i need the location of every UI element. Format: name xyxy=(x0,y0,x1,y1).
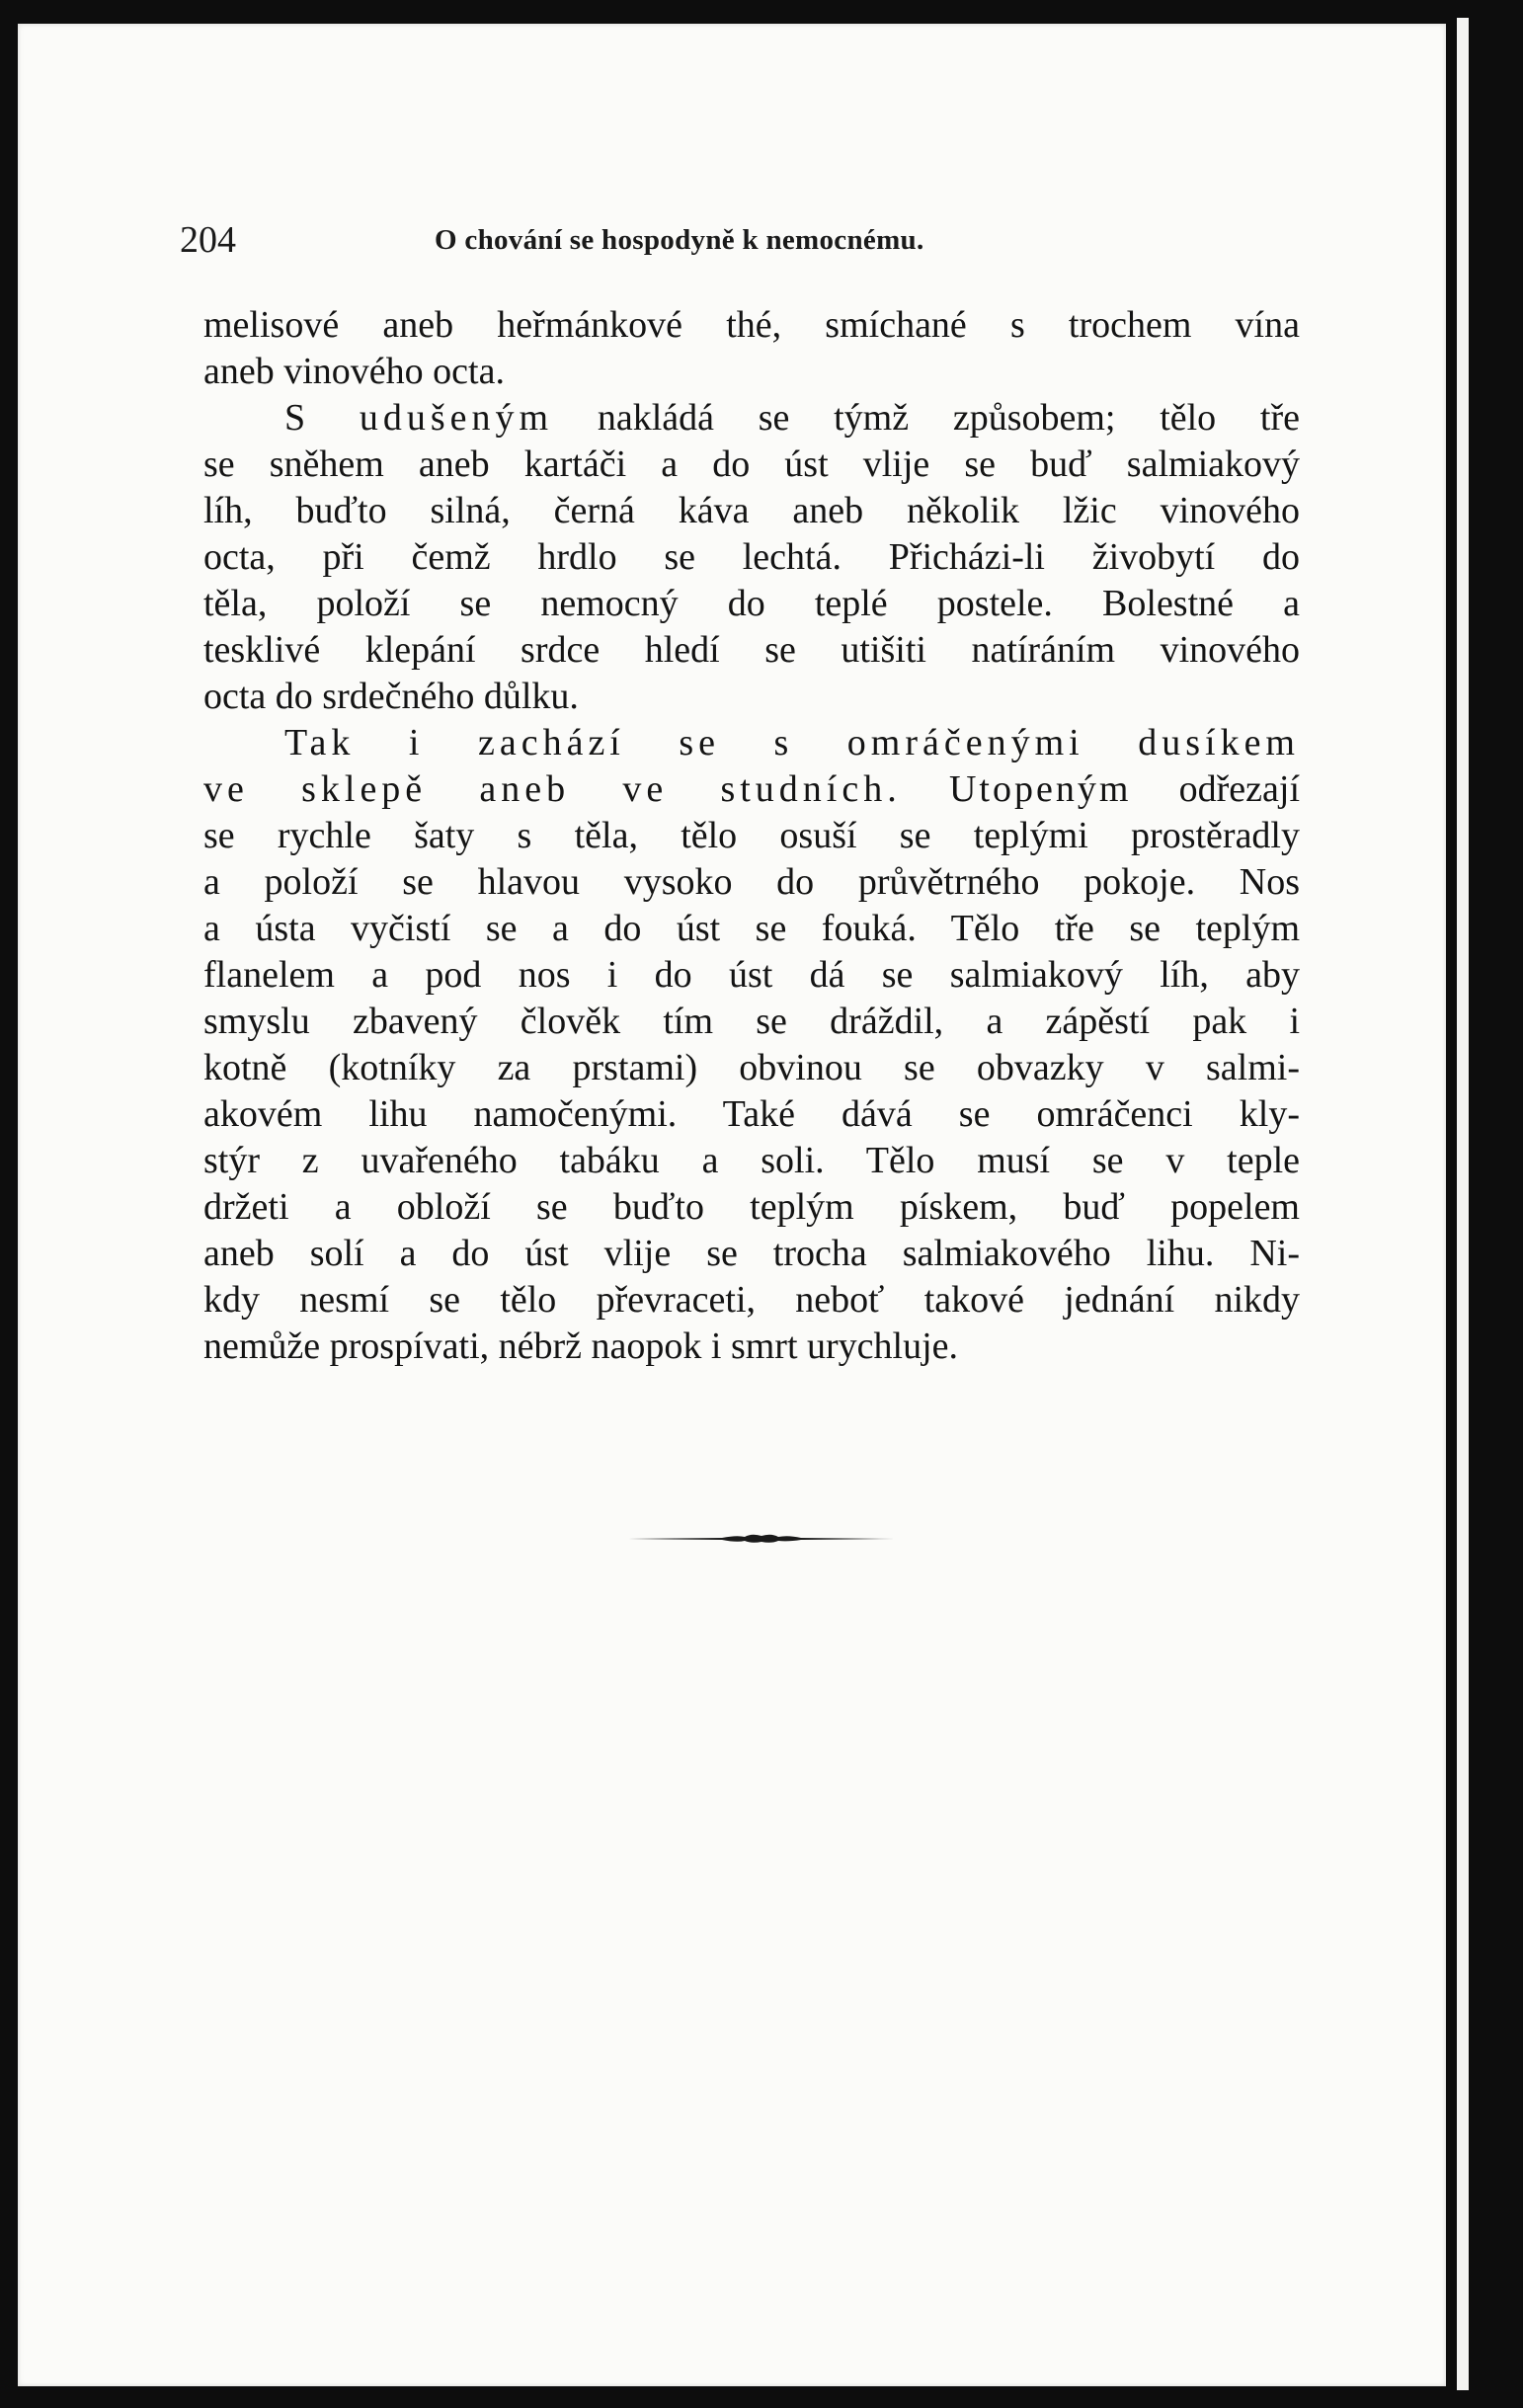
text-line: líh, buďto silná, černá káva aneb několik lžic vinového xyxy=(203,490,1300,531)
text-line xyxy=(203,766,1300,813)
text-line: octa do srdečného důlku. xyxy=(203,676,579,717)
emphasis-spaced: Utopeným xyxy=(948,768,1132,810)
text-line: a ústa vyčistí se a do úst se fouká. Tělo tře se teplým xyxy=(203,908,1300,949)
text-line: octa, při čemž hrdlo se lechtá. Přicházi-li živobytí do xyxy=(203,536,1300,578)
next-page-edge xyxy=(1457,18,1469,2390)
text-line: aneb solí a do úst vlije se trocha salmiakového lihu. Ni- xyxy=(203,1233,1300,1274)
text-line: se rychle šaty s těla, tělo osuší se teplými prostěradly xyxy=(203,815,1300,856)
text-line: stýr z uvařeného tabáku a soli. Tělo musí se v teple xyxy=(203,1140,1300,1181)
text-line xyxy=(203,395,1300,441)
text-line: tesklivé klepání srdce hledí se utišiti natíráním vinového xyxy=(203,629,1300,671)
running-head: O chování se hospodyně k nemocnému. xyxy=(435,224,924,256)
emphasis-spaced-line: Tak i zachází se s omráčenými dusíkem xyxy=(284,722,1300,763)
page-number: 204 xyxy=(180,219,236,261)
text-line: akovém lihu namočenými. Také dává se omráčenci kly- xyxy=(203,1093,1300,1135)
text-line: melisové aneb heřmánkové thé, smíchané s trochem vína xyxy=(203,304,1300,346)
text-line: kdy nesmí se tělo převraceti, neboť takové jednání nikdy xyxy=(203,1279,1300,1321)
text-line: nemůže prospívati, nébrž naopok i smrt urychluje. xyxy=(203,1325,959,1367)
text-run: odřezají xyxy=(1131,768,1301,810)
end-ornament xyxy=(628,1529,895,1549)
text-line: aneb vinového octa. xyxy=(203,351,505,392)
text-line: a položí se hlavou vysoko do průvětrného pokoje. Nos xyxy=(203,861,1300,903)
text-line: se sněhem aneb kartáči a do úst vlije se buď salmiakový xyxy=(203,443,1300,485)
emphasis-spaced: ve sklepě aneb ve studních. xyxy=(203,768,902,810)
text-run xyxy=(902,768,949,810)
page-header xyxy=(180,215,1296,265)
emphasis-spaced: S udušeným xyxy=(284,397,554,439)
text-line: smyslu zbavený člověk tím se dráždil, a zápěstí pak i xyxy=(203,1001,1300,1042)
text-line: držeti a obloží se buďto teplým pískem, buď popelem xyxy=(203,1186,1300,1228)
text-line: kotně (kotníky za prstami) obvinou se obvazky v salmi- xyxy=(203,1047,1300,1088)
text-line: flanelem a pod nos i do úst dá se salmiakový líh, aby xyxy=(203,954,1300,996)
text-line: těla, položí se nemocný do teplé postele. Bolestné a xyxy=(203,583,1300,624)
text-run: nakládá se týmž způsobem; tělo tře xyxy=(553,397,1300,439)
body-text xyxy=(203,302,1300,1370)
